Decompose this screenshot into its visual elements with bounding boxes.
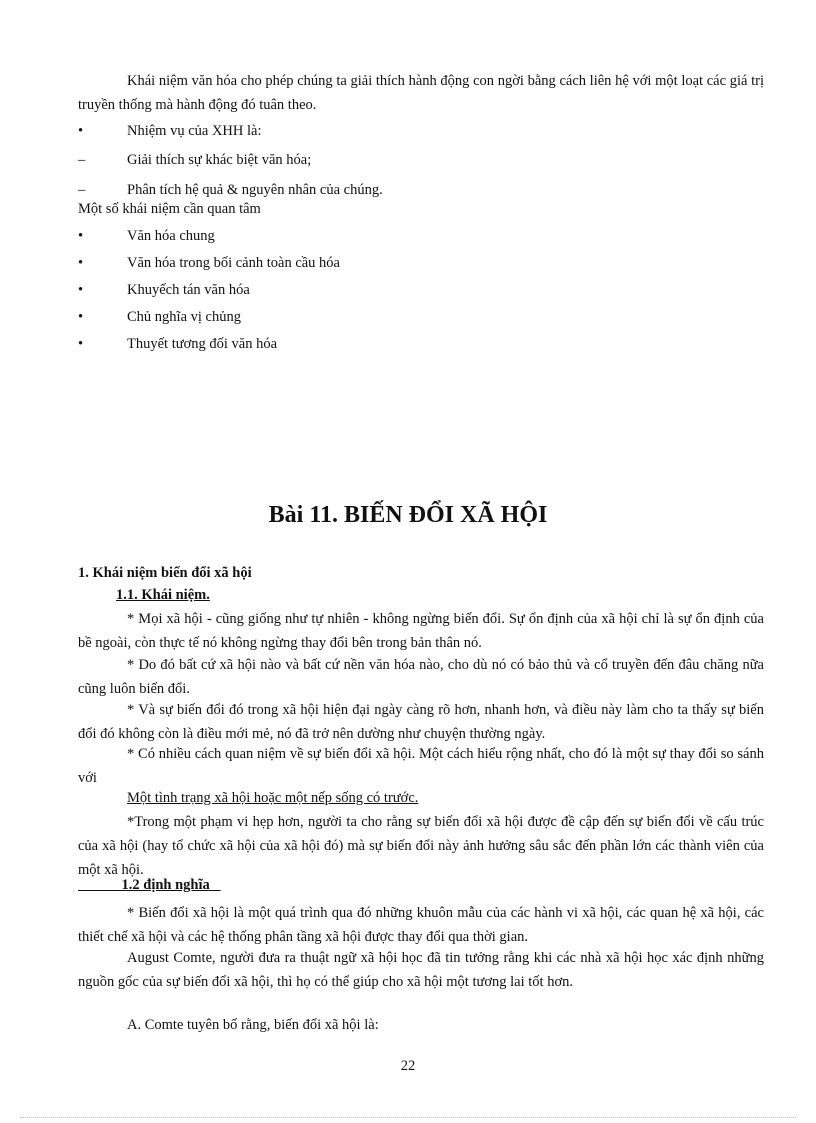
paragraph: August Comte, người đưa ra thuật ngữ xã hội học đã tin tưởng rằng khi các nhà xã hội học xác định những nguồn gốc của sự biến đổi xã hội, thì họ có thể giúp cho xã hội một tương lai tốt hơn. xyxy=(78,950,764,990)
paragraph: * Và sự biến đổi đó trong xã hội hiện đại ngày càng rõ hơn, nhanh hơn, và điều này làm cho ta thấy sự biến đổi đó không còn là điều mới mẻ, nó đã trở nên dường như chuyện thường ngày. xyxy=(78,702,764,742)
concepts-heading: Một số khái niệm cần quan tâm xyxy=(78,201,261,217)
list-item-text: Khuyếch tán văn hóa xyxy=(127,282,250,298)
paragraph: * Do đó bất cứ xã hội nào và bất cứ nền văn hóa nào, cho dù nó có bảo thủ và cổ truyền đến đâu chăng nữa cũng luôn biến đổi. xyxy=(78,657,764,697)
bullet-icon: • xyxy=(78,255,84,271)
subsection-heading-text: 1.2 định nghĩa xyxy=(121,877,210,893)
lesson-title: Bài 11. BIẾN ĐỔI XÃ HỘI xyxy=(268,502,548,528)
paragraph: * Mọi xã hội - cũng giống như tự nhiên - không ngừng biến đổi. Sự ổn định của xã hội chỉ là sự ổn định của bề ngoài, còn thực tế nó không ngừng thay đổi bên trong bản thân nó. xyxy=(78,611,764,651)
paragraph xyxy=(78,786,764,810)
paragraph: * Biến đổi xã hội là một quá trình qua đó những khuôn mẫu của các hành vi xã hội, các quan hệ xã hội, các thiết chế xã hội và các hệ thống phân tầng xã hội được thay đổi qua thời gian. xyxy=(78,905,764,945)
subsection-heading xyxy=(78,877,221,894)
page-divider xyxy=(20,1117,796,1118)
paragraph: *Trong một phạm vi hẹp hơn, người ta cho rằng sự biến đổi xã hội được đề cập đến sự biến đổi về cấu trúc của xã hội (hay tổ chức xã hội của xã hội đó) mà sự biến đổi này ảnh hưởng sâu sắc đến phần lớn các thành viên của một xã hội. xyxy=(78,814,764,878)
section-heading: 1. Khái niệm biến đổi xã hội xyxy=(78,565,252,581)
paragraph: A. Comte tuyên bố rằng, biến đổi xã hội là: xyxy=(127,1017,379,1033)
list-item-text: Thuyết tương đối văn hóa xyxy=(127,336,278,352)
underlined-text: Một tình trạng xã hội hoặc một nếp sống có trước. xyxy=(127,790,419,806)
list-item-text: Văn hóa chung xyxy=(127,228,215,244)
bullet-icon: • xyxy=(78,123,84,139)
list-item-text: Văn hóa trong bối cảnh toàn cầu hóa xyxy=(127,255,340,271)
bullet-icon: • xyxy=(78,282,84,298)
subsection-heading: 1.1. Khái niệm. xyxy=(116,587,210,603)
list-item-text: Nhiệm vụ của XHH là: xyxy=(127,123,262,139)
list-item-text: Chủ nghĩa vị chủng xyxy=(127,309,241,325)
dash-icon: – xyxy=(78,152,86,168)
list-item-text: Phân tích hệ quả & nguyên nhân của chúng. xyxy=(127,182,383,198)
bullet-icon: • xyxy=(78,228,84,244)
dash-icon: – xyxy=(78,182,86,198)
page-number: 22 xyxy=(400,1058,416,1074)
bullet-icon: • xyxy=(78,309,84,325)
intro-paragraph: Khái niệm văn hóa cho phép chúng ta giải thích hành động con ngời bằng cách liên hệ với một loạt các giá trị truyền thống mà hành động đó tuân theo. xyxy=(78,73,764,113)
paragraph: * Có nhiều cách quan niệm về sự biến đổi xã hội. Một cách hiểu rộng nhất, cho đó là một sự thay đổi so sánh với xyxy=(78,746,764,786)
list-item-text: Giải thích sự khác biệt văn hóa; xyxy=(127,152,312,168)
bullet-icon: • xyxy=(78,336,84,352)
